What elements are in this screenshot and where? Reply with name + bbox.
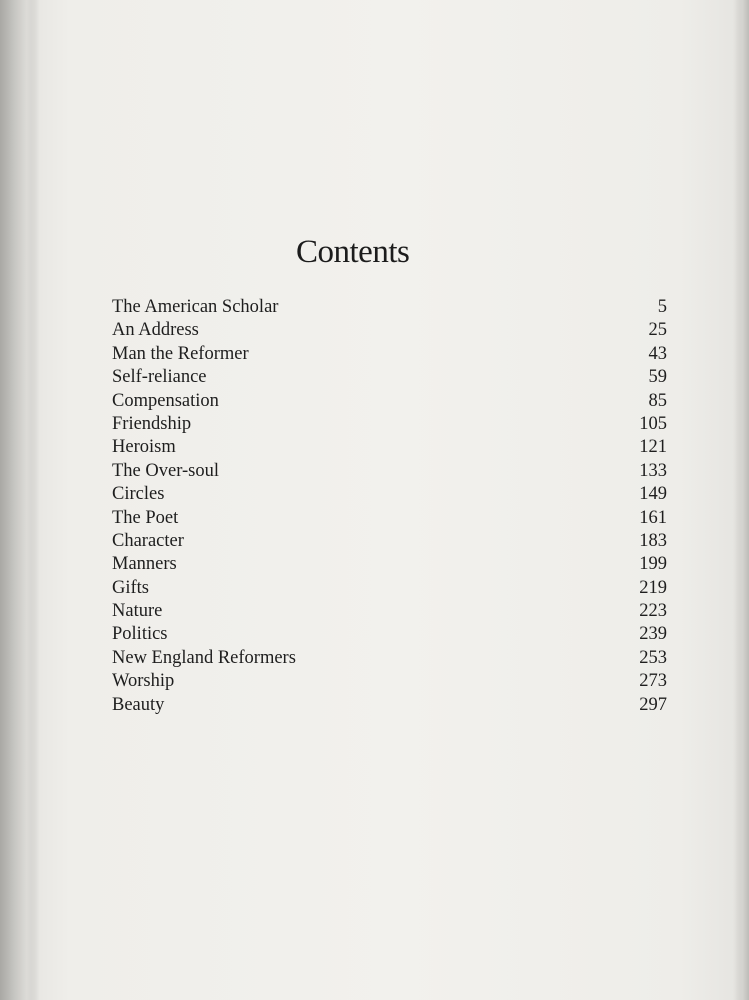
toc-entry [112,647,667,670]
toc-entry-page-number: 253 [639,647,667,668]
toc-entry-title: Friendship [112,413,192,434]
table-of-contents [112,296,667,717]
toc-entry [112,577,667,600]
toc-entry [112,319,667,342]
toc-entry [112,413,667,436]
toc-entry [112,670,667,693]
toc-entry-title: An Address [112,320,199,341]
toc-entry-title: The Over-soul [112,460,219,481]
toc-entry [112,694,667,717]
toc-entry-page-number: 161 [639,507,667,528]
toc-entry-page-number: 239 [639,624,667,645]
toc-entry [112,507,667,530]
toc-entry-title: Manners [112,554,177,575]
toc-entry-page-number: 273 [639,671,667,692]
toc-entry-page-number: 297 [639,694,667,715]
toc-entry-page-number: 25 [648,320,667,341]
toc-entry [112,600,667,623]
toc-entry-title: Beauty [112,694,165,715]
toc-entry-title: Character [112,530,184,551]
toc-entry-page-number: 121 [639,437,667,458]
toc-entry [112,296,667,319]
toc-entry-page-number: 149 [639,484,667,505]
toc-entry-page-number: 43 [648,343,667,364]
toc-entry-title: Self-reliance [112,367,207,388]
toc-entry-page-number: 223 [639,601,667,622]
toc-entry-title: Circles [112,484,165,505]
toc-entry [112,343,667,366]
toc-entry-page-number: 59 [648,367,667,388]
toc-entry-title: Man the Reformer [112,343,249,364]
toc-entry [112,553,667,576]
toc-entry-title: Politics [112,624,168,645]
toc-entry [112,460,667,483]
toc-entry-page-number: 133 [639,460,667,481]
toc-entry [112,436,667,459]
contents-heading: Contents [296,234,410,270]
toc-entry-title: Compensation [112,390,219,411]
toc-entry [112,366,667,389]
toc-entry-title: The American Scholar [112,297,279,317]
toc-entry-title: Heroism [112,437,176,458]
toc-entry-title: Nature [112,601,163,622]
page-edge-shadow [733,0,749,1000]
toc-entry-page-number: 219 [639,577,667,598]
toc-entry [112,530,667,553]
toc-entry-page-number: 105 [639,413,667,434]
toc-entry [112,390,667,413]
toc-entry-title: New England Reformers [112,647,296,668]
toc-entry-page-number: 183 [639,530,667,551]
toc-entry [112,483,667,506]
toc-entry-title: Gifts [112,577,149,598]
toc-entry-page-number: 5 [657,297,667,317]
toc-entry-page-number: 85 [648,390,667,411]
toc-entry-title: Worship [112,671,175,692]
book-spine-shadow [0,0,38,1000]
toc-entry [112,623,667,646]
toc-entry-page-number: 199 [639,554,667,575]
toc-entry-title: The Poet [112,507,179,528]
